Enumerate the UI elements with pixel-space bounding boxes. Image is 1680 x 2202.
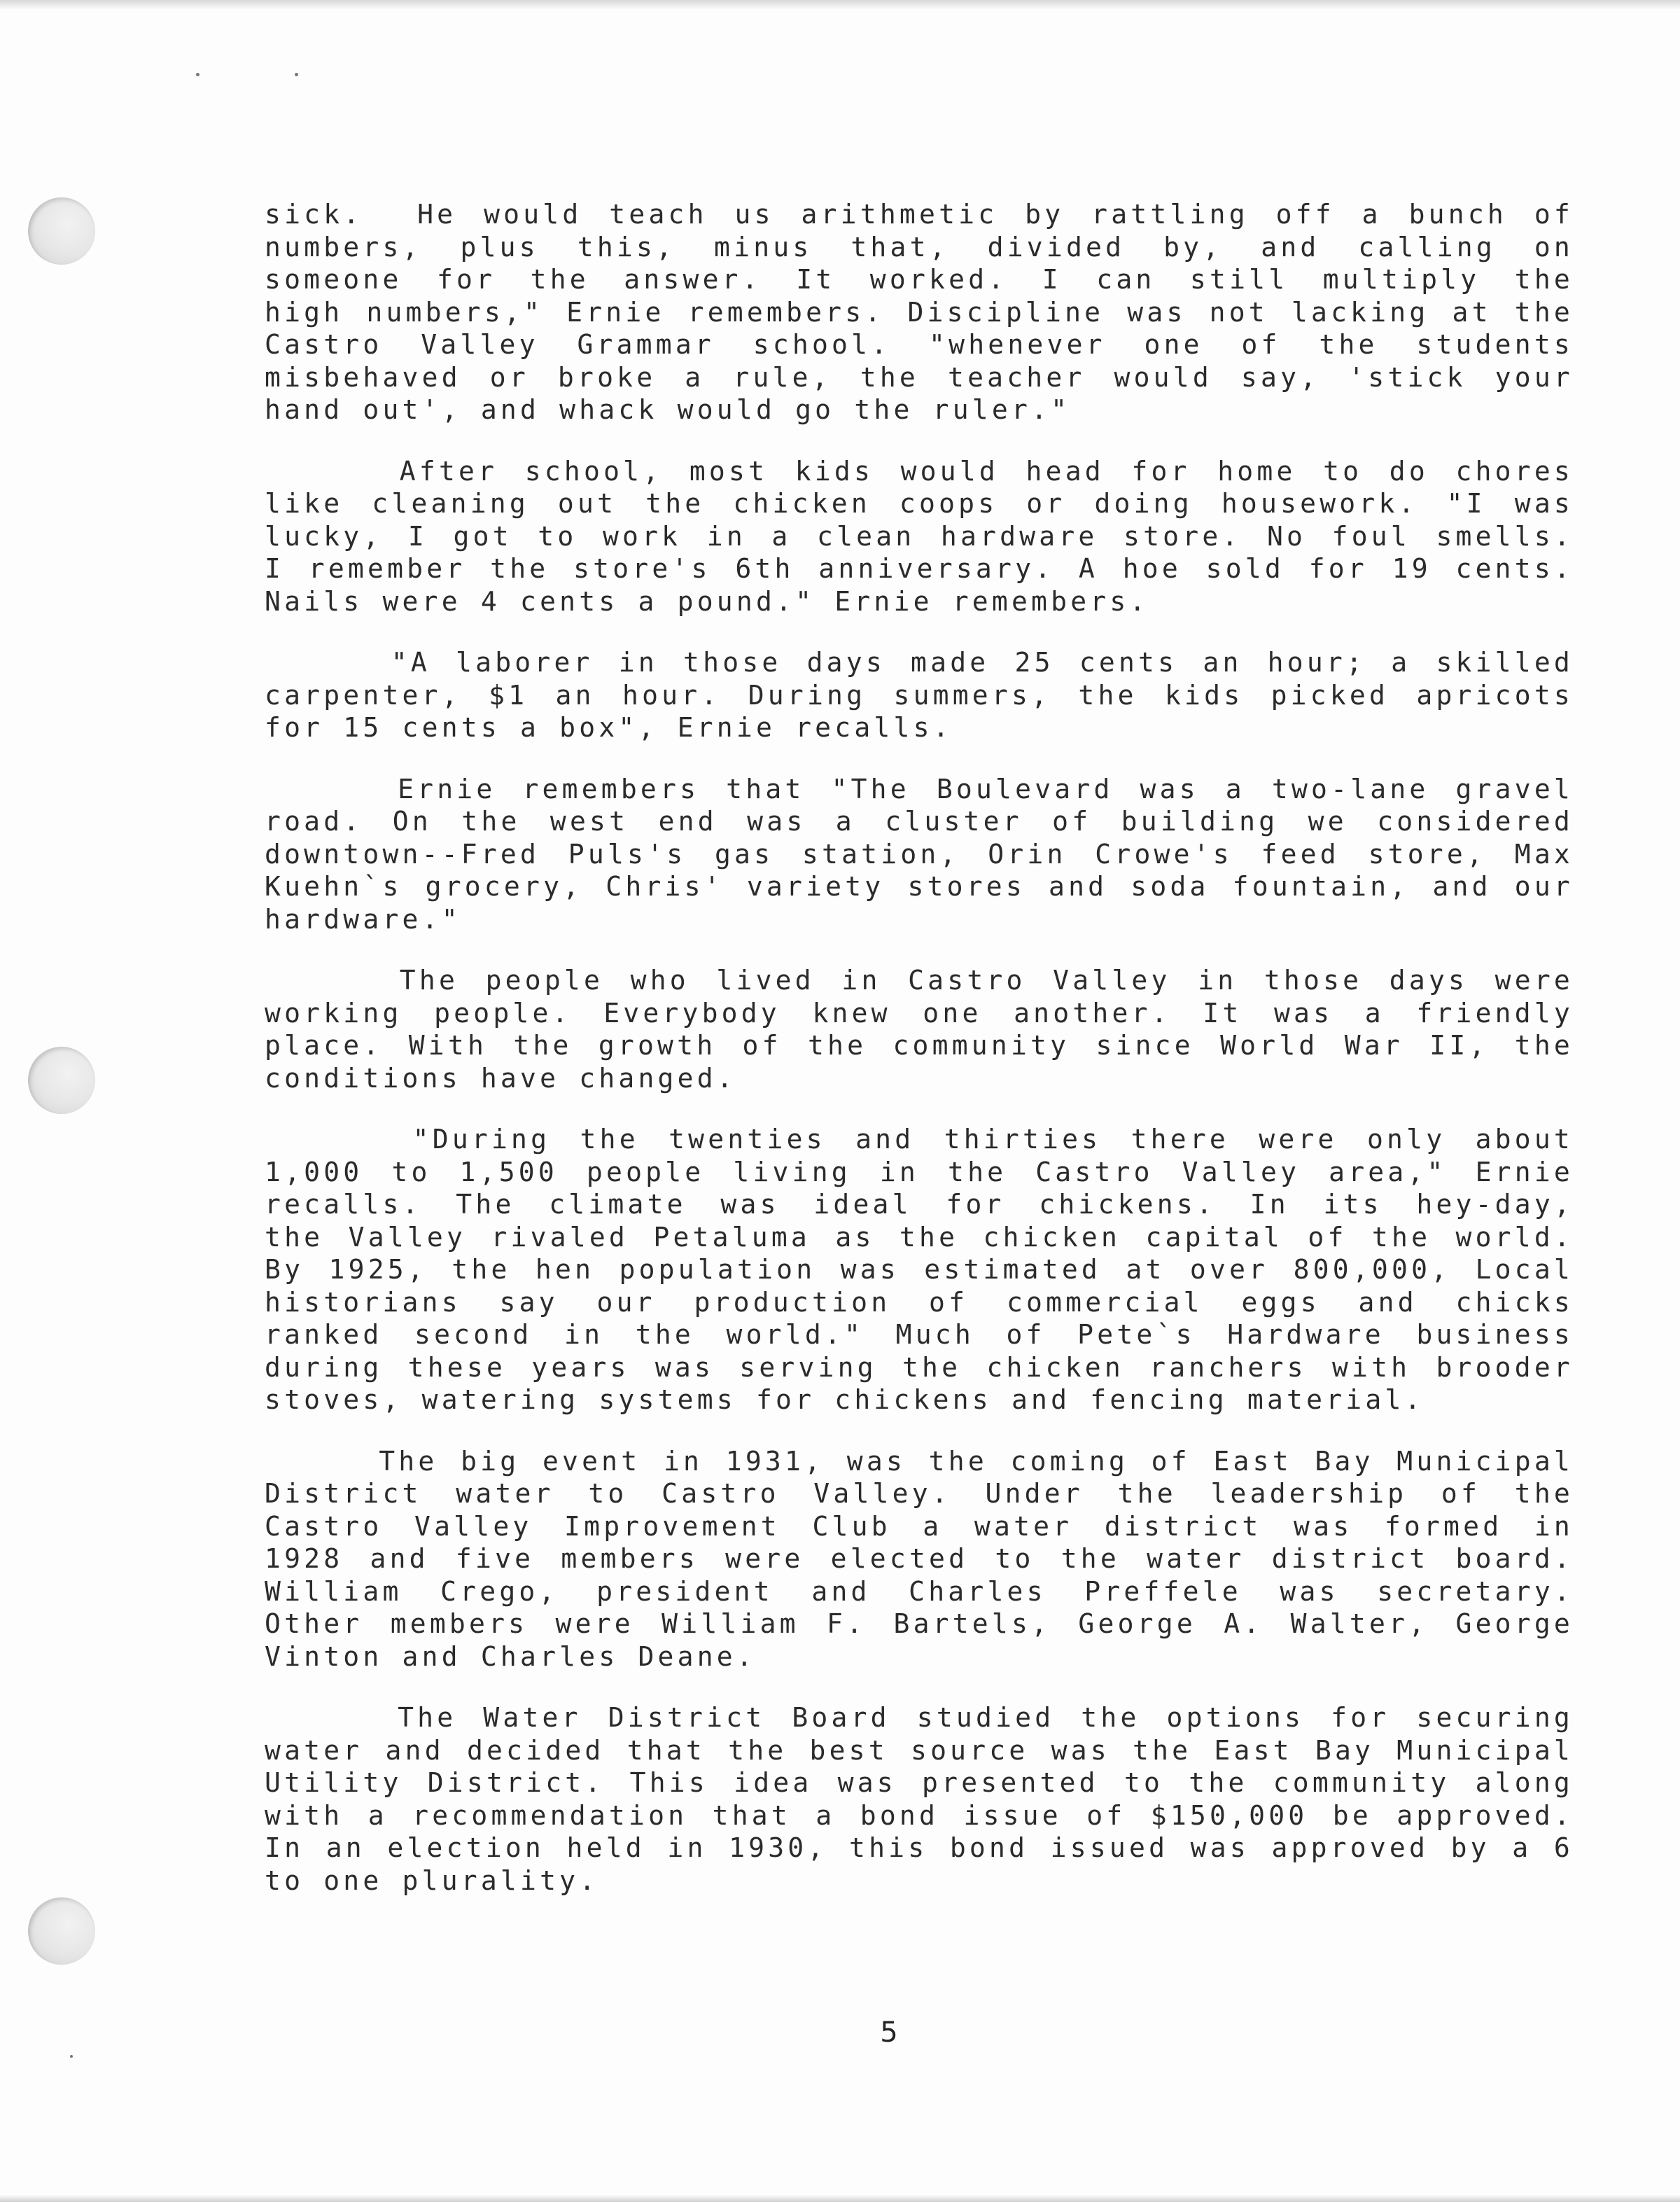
- text-line: numbers, plus this, minus that, divided by, and calling on: [265, 231, 1574, 263]
- text-line: high numbers," Ernie remembers. Discipline was not lacking at the: [265, 296, 1574, 328]
- text-line: historians say our production of commercial eggs and chicks: [265, 1286, 1574, 1318]
- text-line: stoves, watering systems for chickens and fencing material.: [265, 1384, 1424, 1415]
- paragraph-8: [265, 1701, 1574, 1897]
- paragraph-6: [265, 1123, 1574, 1416]
- text-line: In an election held in 1930, this bond issued was approved by a 6: [265, 1832, 1574, 1863]
- text-line: The Water District Board studied the options for securing: [265, 1702, 1574, 1733]
- text-line: The big event in 1931, was the coming of East Bay Municipal: [265, 1445, 1574, 1477]
- text-line: place. With the growth of the community since World War II, the: [265, 1030, 1574, 1061]
- punch-hole-top: [28, 197, 95, 265]
- text-line: After school, most kids would head for home to do chores: [265, 455, 1574, 487]
- typed-text-body: [265, 198, 1574, 1925]
- page-top-edge: [0, 0, 1680, 10]
- page-bottom-edge: [0, 2195, 1680, 2202]
- punch-hole-bottom: [28, 1897, 95, 1965]
- text-line: I remember the store's 6th anniversary. A hoe sold for 19 cents.: [265, 553, 1574, 584]
- text-line: recalls. The climate was ideal for chickens. In its hey-day,: [265, 1189, 1574, 1220]
- text-line: hardware.": [265, 903, 461, 935]
- punch-hole-middle: [28, 1047, 95, 1114]
- text-line: Ernie remembers that "The Boulevard was a two-lane gravel: [265, 773, 1574, 804]
- text-line: the Valley rivaled Petaluma as the chicken capital of the world.: [265, 1221, 1574, 1253]
- paragraph-5: [265, 964, 1574, 1094]
- text-line: Castro Valley Grammar school. "whenever one of the students: [265, 329, 1574, 360]
- scan-speck: [196, 73, 200, 76]
- text-line: someone for the answer. It worked. I can still multiply the: [265, 264, 1574, 295]
- text-line: during these years was serving the chicken ranchers with brooder: [265, 1351, 1574, 1383]
- text-line: Kuehn`s grocery, Chris' variety stores and soda fountain, and our: [265, 871, 1574, 902]
- text-line: "A laborer in those days made 25 cents an hour; a skilled: [265, 647, 1574, 678]
- text-line: water and decided that the best source was the East Bay Municipal: [265, 1734, 1574, 1766]
- text-line: Nails were 4 cents a pound." Ernie remembers.: [265, 585, 1149, 617]
- text-line: Utility District. This idea was presented to the community along: [265, 1767, 1574, 1798]
- text-line: conditions have changed.: [265, 1062, 736, 1094]
- scan-speck: [295, 73, 298, 76]
- paragraph-7: [265, 1445, 1574, 1673]
- text-line: misbehaved or broke a rule, the teacher would say, 'stick your: [265, 361, 1574, 393]
- text-line: By 1925, the hen population was estimated at over 800,000, Local: [265, 1254, 1574, 1285]
- text-line: Castro Valley Improvement Club a water district was formed in: [265, 1510, 1574, 1542]
- text-line: Vinton and Charles Deane.: [265, 1640, 756, 1672]
- text-line: downtown--Fred Puls's gas station, Orin Crowe's feed store, Max: [265, 838, 1574, 870]
- text-line: The people who lived in Castro Valley in those days were: [265, 965, 1574, 996]
- text-line: lucky, I got to work in a clean hardware store. No foul smells.: [265, 520, 1574, 552]
- text-line: working people. Everybody knew one another. It was a friendly: [265, 997, 1574, 1029]
- paragraph-4: [265, 773, 1574, 936]
- page-number: 5: [880, 2016, 898, 2049]
- text-line: 1,000 to 1,500 people living in the Castro Valley area," Ernie: [265, 1156, 1574, 1187]
- paragraph-1: [265, 198, 1574, 426]
- text-line: carpenter, $1 an hour. During summers, the kids picked apricots: [265, 679, 1574, 711]
- text-line: William Crego, president and Charles Preffele was secretary.: [265, 1575, 1574, 1607]
- scan-speck: [70, 2055, 73, 2058]
- text-line: road. On the west end was a cluster of building we considered: [265, 806, 1574, 837]
- text-line: sick. He would teach us arithmetic by rattling off a bunch of: [265, 199, 1574, 230]
- text-line: to one plurality.: [265, 1865, 599, 1896]
- text-line: 1928 and five members were elected to the water district board.: [265, 1543, 1574, 1574]
- text-line: with a recommendation that a bond issue of $150,000 be approved.: [265, 1799, 1574, 1831]
- text-line: ranked second in the world." Much of Pete`s Hardware business: [265, 1319, 1574, 1350]
- paragraph-3: [265, 646, 1574, 744]
- text-line: like cleaning out the chicken coops or doing housework. "I was: [265, 488, 1574, 519]
- text-line: for 15 cents a box", Ernie recalls.: [265, 712, 953, 743]
- paragraph-2: [265, 455, 1574, 618]
- text-line: hand out', and whack would go the ruler.": [265, 394, 1071, 425]
- text-line: Other members were William F. Bartels, George A. Walter, George: [265, 1608, 1574, 1639]
- text-line: "During the twenties and thirties there were only about: [265, 1124, 1574, 1155]
- text-line: District water to Castro Valley. Under the leadership of the: [265, 1478, 1574, 1509]
